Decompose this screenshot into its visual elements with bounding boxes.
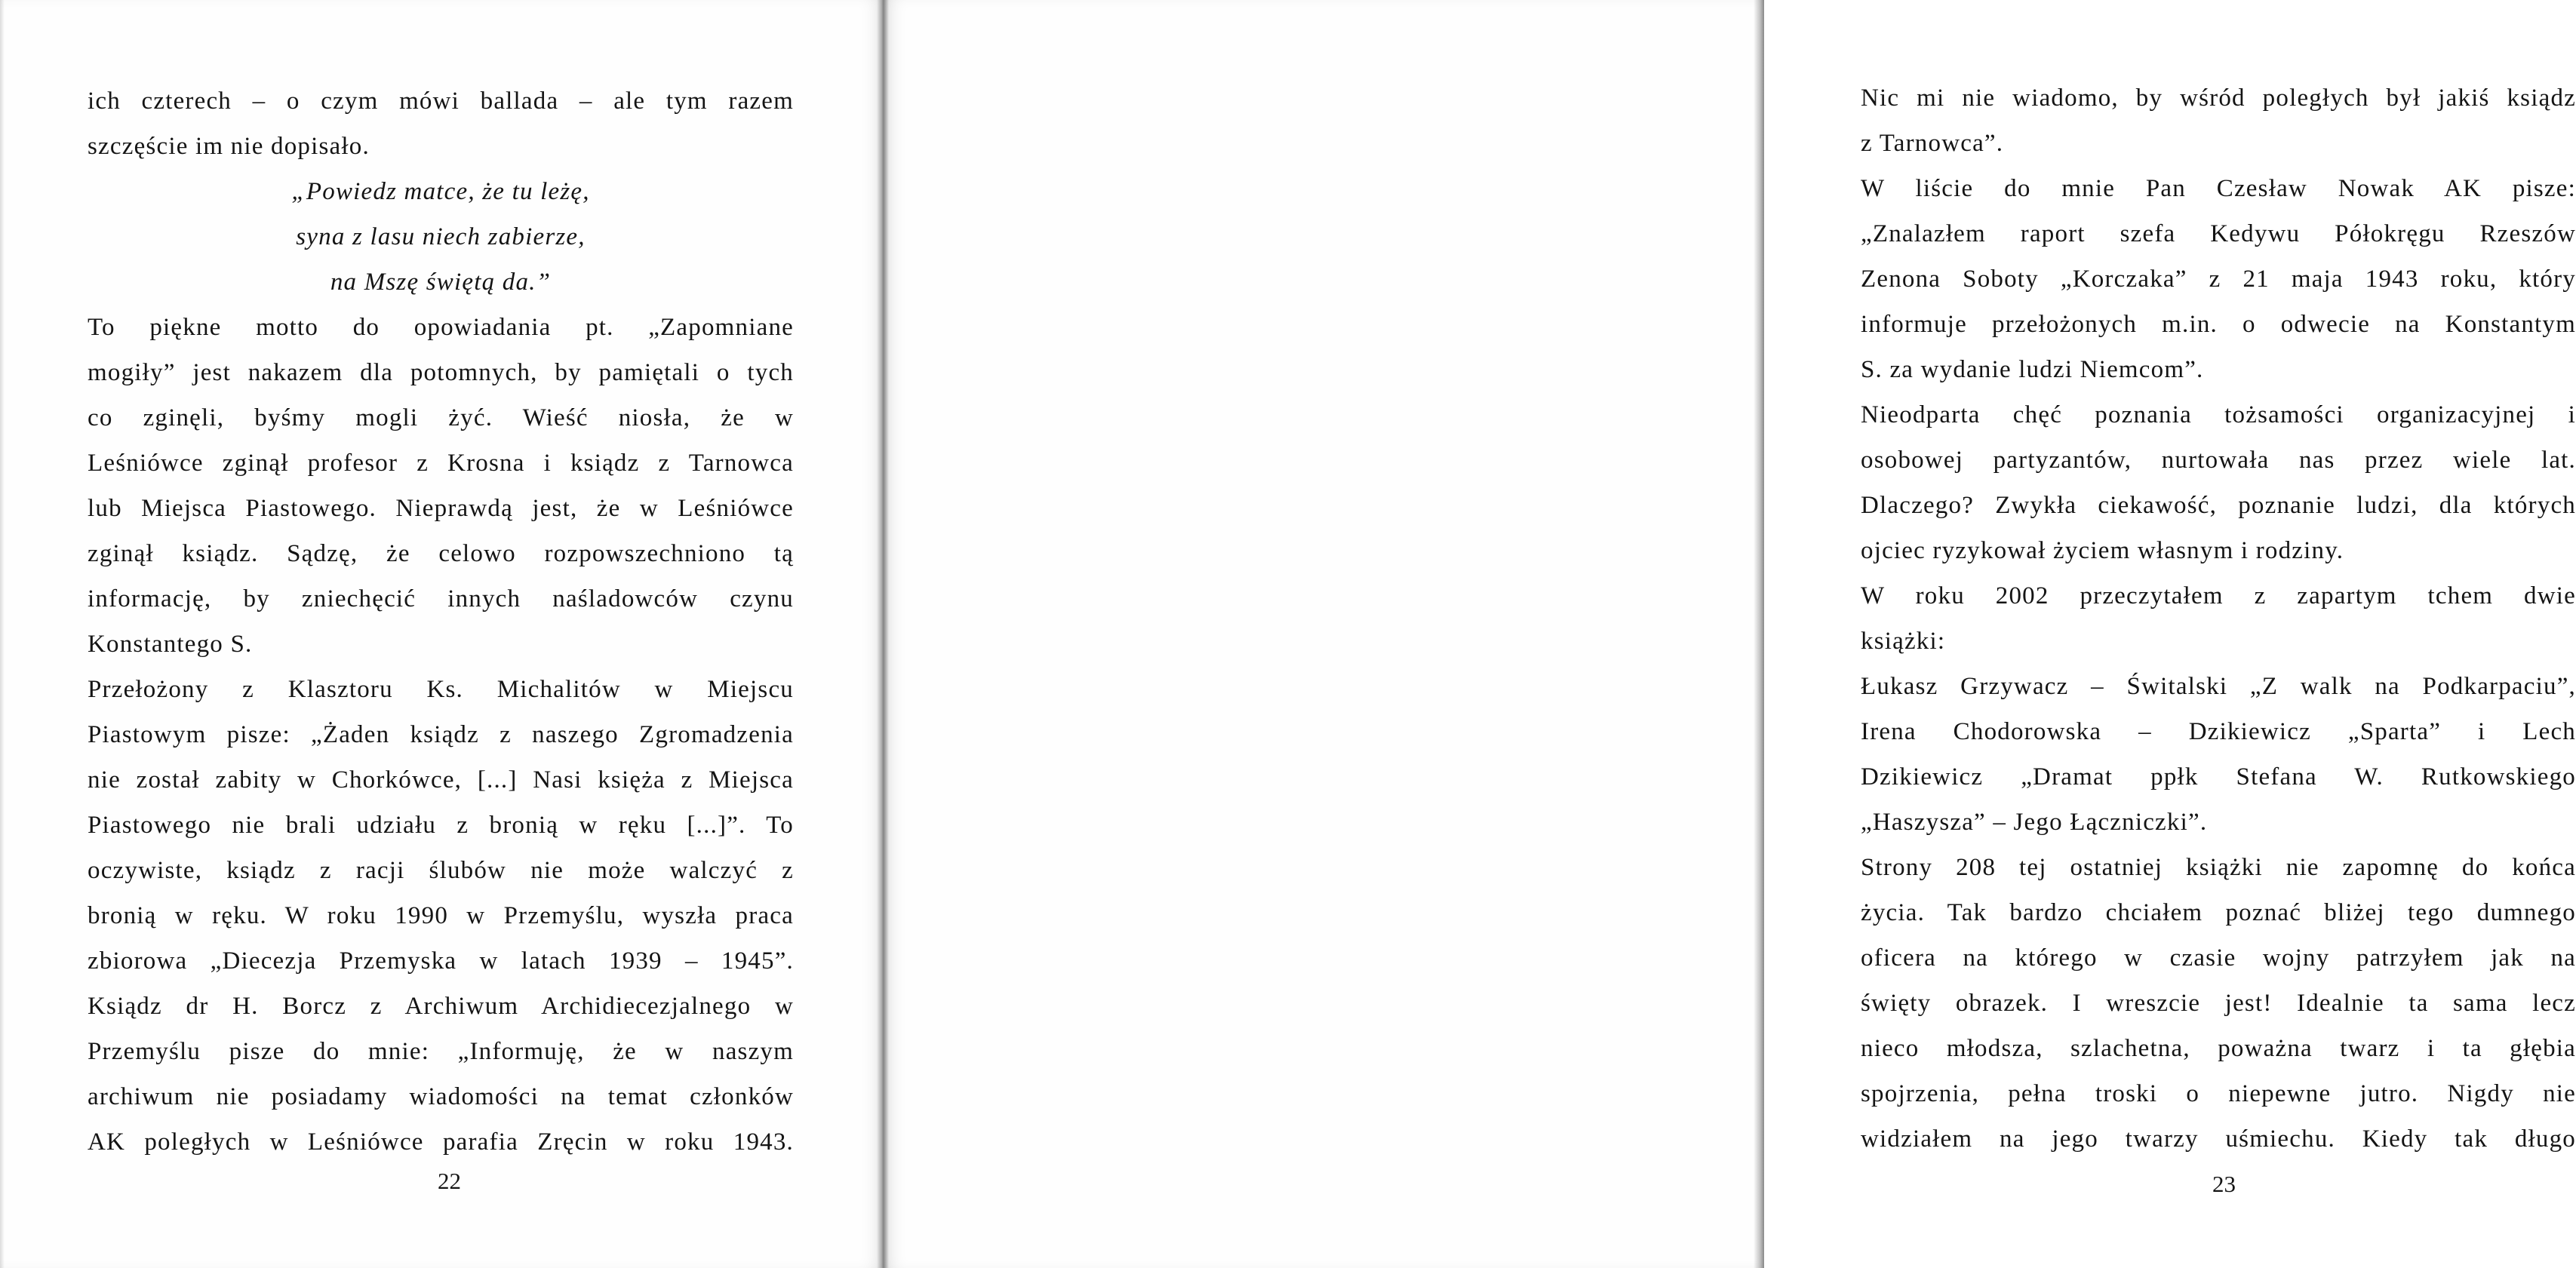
text-line: z Tarnowca”. xyxy=(1861,130,2004,157)
text-line: nieco młodsza, szlachetna, poważna twarz i ta głębia xyxy=(1861,1035,2576,1062)
text-line: Dzikiewicz „Dramat ppłk Stefana W. Rutkowskiego xyxy=(1861,763,2576,791)
text-line: ojciec ryzykował życiem własnym i rodziny. xyxy=(1861,537,2344,564)
text-line: zbiorowa „Diecezja Przemyska w latach 1939 – 1945”. xyxy=(88,947,794,975)
text-line: AK poległych w Leśniówce parafia Zręcin w roku 1943. xyxy=(88,1128,794,1156)
text-line: życia. Tak bardzo chciałem poznać bliżej tego dumnego xyxy=(1861,899,2576,926)
text-line: „Haszysza” – Jego Łączniczki”. xyxy=(1861,809,2208,836)
right-page xyxy=(883,0,2576,1268)
text-line: Irena Chodorowska – Dzikiewicz „Sparta” i Lech xyxy=(1861,718,2576,745)
text-line: święty obrazek. I wreszcie jest! Idealnie ta sama lecz xyxy=(1861,990,2576,1017)
text-line: Łukasz Grzywacz – Świtalski „Z walk na Podkarpaciu”, xyxy=(1861,673,2576,700)
text-line: Leśniówce zginął profesor z Krosna i ksiądz z Tarnowca xyxy=(88,450,794,477)
text-line: spojrzenia, pełna troski o niepewne jutro. Nigdy nie xyxy=(1861,1080,2576,1107)
text-line: Dlaczego? Zwykła ciekawość, poznanie ludzi, dla których xyxy=(1861,492,2576,519)
text-line: zginął ksiądz. Sądzę, że celowo rozpowszechniono tą xyxy=(88,540,794,567)
page-edge-shadow-right xyxy=(1754,0,1764,1268)
left-page xyxy=(0,0,883,1268)
text-line: Ksiądz dr H. Borcz z Archiwum Archidiecezjalnego w xyxy=(88,993,794,1020)
left-page-text xyxy=(88,78,794,1165)
text-line: To piękne motto do opowiadania pt. „Zapomniane xyxy=(88,314,794,341)
text-line: Strony 208 tej ostatniej książki nie zapomnę do końca xyxy=(1861,854,2576,881)
text-line: Nic mi nie wiadomo, by wśród poległych był jakiś ksiądz xyxy=(1861,84,2576,112)
text-line: W roku 2002 przeczytałem z zapartym tchem dwie xyxy=(1861,582,2576,609)
text-line: informację, by zniechęcić innych naśladowców czynu xyxy=(88,585,794,613)
text-line: S. za wydanie ludzi Niemcom”. xyxy=(1861,356,2204,383)
page-number-left: 22 xyxy=(438,1168,461,1194)
text-line: szczęście im nie dopisało. xyxy=(88,133,370,160)
text-line: informuje przełożonych m.in. o odwecie na Konstantym xyxy=(1861,311,2576,338)
text-line: nie został zabity w Chorkówce, [...] Nasi księża z Miejsca xyxy=(88,766,794,794)
text-line: książki: xyxy=(1861,628,1946,655)
text-line: mogiły” jest nakazem dla potomnych, by pamiętali o tych xyxy=(88,359,794,386)
text-line: syna z lasu niech zabierze, xyxy=(296,223,586,250)
right-page-text xyxy=(1861,75,2576,1162)
text-line: ich czterech – o czym mówi ballada – ale tym razem xyxy=(88,88,794,115)
text-line: „Znalazłem raport szefa Kedywu Półokręgu Rzeszów xyxy=(1861,220,2576,247)
text-line: Konstantego S. xyxy=(88,631,253,658)
text-line: oczywiste, ksiądz z racji ślubów nie może walczyć z xyxy=(88,857,794,884)
text-line: Piastowego nie brali udziału z bronią w ręku [...]”. To xyxy=(88,812,794,839)
text-line: co zginęli, byśmy mogli żyć. Wieść niosła, że w xyxy=(88,404,794,431)
book-gutter xyxy=(877,0,889,1268)
text-line: Piastowym pisze: „Żaden ksiądz z naszego Zgromadzenia xyxy=(88,721,794,748)
text-line: osobowej partyzantów, nurtowała nas przez wiele lat. xyxy=(1861,447,2576,474)
text-line: „Powiedz matce, że tu leżę, xyxy=(291,178,590,205)
text-line: Nieodparta chęć poznania tożsamości organizacyjnej i xyxy=(1861,401,2576,428)
text-line: W liście do mnie Pan Czesław Nowak AK pisze: xyxy=(1861,175,2576,202)
text-line: Przemyślu pisze do mnie: „Informuję, że w naszym xyxy=(88,1038,794,1065)
text-line: oficera na którego w czasie wojny patrzyłem jak na xyxy=(1861,944,2576,972)
text-line: bronią w ręku. W roku 1990 w Przemyślu, wyszła praca xyxy=(88,902,794,929)
text-line: Przełożony z Klasztoru Ks. Michalitów w Miejscu xyxy=(88,676,794,703)
text-line: lub Miejsca Piastowego. Nieprawdą jest, że w Leśniówce xyxy=(88,495,794,522)
page-number-right: 23 xyxy=(2212,1171,2236,1197)
page-edge-shadow xyxy=(0,0,5,1268)
text-line: archiwum nie posiadamy wiadomości na temat członków xyxy=(88,1083,794,1110)
text-line: widziałem na jego twarzy uśmiechu. Kiedy tak długo xyxy=(1861,1125,2576,1153)
text-line: Zenona Soboty „Korczaka” z 21 maja 1943 roku, który xyxy=(1861,266,2576,293)
text-line: na Mszę świętą da.” xyxy=(330,269,552,296)
